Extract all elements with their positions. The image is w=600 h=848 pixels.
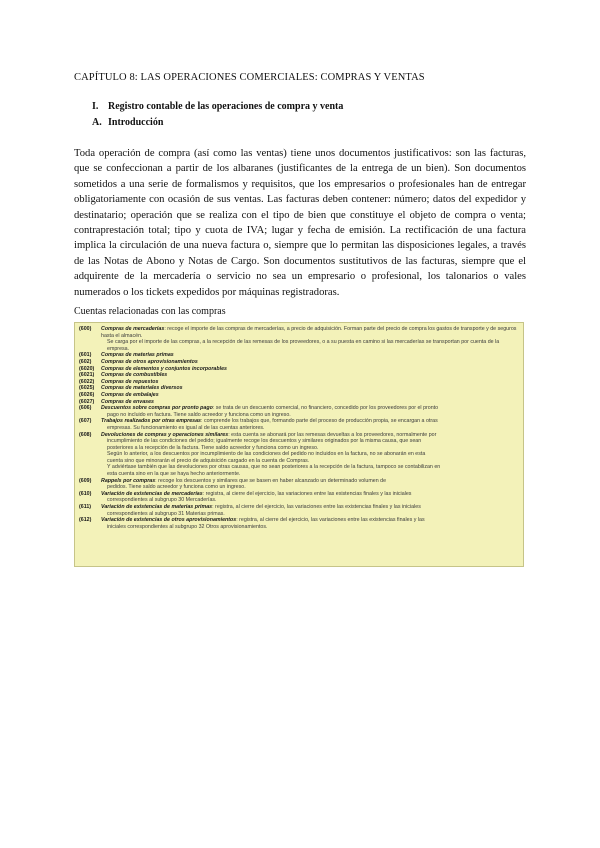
account-row [79, 418, 519, 431]
account-name: Compras de materiales diversos [101, 385, 183, 392]
account-row [79, 405, 519, 418]
section-heading-2 [92, 117, 163, 128]
account-name: Variación de existencias de materias primas [101, 504, 213, 511]
section-number: A. [92, 117, 102, 128]
account-line [101, 359, 519, 366]
account-name: Compras de materias primas [101, 352, 174, 359]
account-line [101, 326, 519, 339]
account-description: : recoge los descuentos y similares que se basen en haber alcanzado un determinado volumen de [155, 477, 387, 484]
account-row [79, 392, 519, 399]
account-name: Compras de envases [101, 398, 154, 405]
account-description-continued: cuenta sino que minorarán el precio de adquisición cargado en la cuenta de Compras. [107, 457, 310, 464]
account-body [101, 504, 519, 517]
account-body [101, 359, 519, 366]
account-code: (6022) [79, 378, 95, 385]
account-description-continued: correspondientes al subgrupo 30 Mercaderías. [107, 497, 217, 504]
accounts-heading: Cuentas relacionadas con las compras [74, 306, 226, 317]
account-code: (612) [79, 517, 92, 524]
account-line [101, 366, 519, 373]
account-code: (610) [79, 490, 92, 497]
account-body [101, 372, 519, 379]
account-line [101, 478, 519, 485]
account-code: (6020) [79, 365, 95, 372]
account-description-continued: Se carga por el importe de las compras, a la recepción de las remesas de los proveedores, o a su puesta en camino si las mercaderías se transportan por cuenta de la empresa. [107, 339, 500, 352]
section-label: Registro contable de las operaciones de compra y venta [108, 101, 344, 112]
account-row [79, 359, 519, 366]
account-name: Trabajos realizados por otras empresas [101, 418, 201, 425]
account-name: Compras de combustibles [101, 372, 168, 379]
account-row [79, 432, 519, 478]
intro-paragraph: Toda operación de compra (así como las ventas) tiene unos documentos justificativos: son las facturas, que se confeccionan a partir de los albaranes (justificantes de la entrega de un bien). Son documentos sometidos a una serie de formalismos y requisitos, que los empresarios o profesionales han de entregar obligatoriamente con ocasión de sus ventas. Las facturas deben contener: número; datos del expedidor y destinatario; operación que se realiza con el tipo de bien que constituye el objeto de compra o venta; contraprestación total; tipo y cuota de IVA; lugar y fecha de emisión. La rectificación de una factura implica la circulación de una nueva factura o, siempre que lo permitan las disposiciones legales, a través de las Notas de Abono y Notas de Cargo. Son documentos sustitutivos de las facturas, siempre que el adquirente de la mercadería o servicio no sea un empresario o profesional, los talonarios o vales numerados o los tickets expedidos por máquinas registradoras. [74, 148, 526, 298]
account-row [79, 352, 519, 359]
account-code: (608) [79, 431, 92, 438]
account-description: : registra, al cierre del ejercicio, las variaciones entre las existencias finales y las iniciales [202, 490, 412, 497]
account-body [101, 478, 519, 491]
account-code: (6025) [79, 385, 95, 392]
account-line [101, 517, 519, 524]
account-row [79, 504, 519, 517]
account-description-continued: iniciales correspondientes al subgrupo 32 Otros aprovisionamientos. [107, 523, 268, 530]
chapter-title: CAPÍTULO 8: LAS OPERACIONES COMERCIALES: COMPRAS Y VENTAS [74, 72, 425, 83]
account-name: Devoluciones de compras y operaciones similares [101, 431, 229, 438]
account-code: (611) [79, 504, 92, 511]
account-description: : recoge el importe de las compras de mercaderías, a precio de adquisición. Forman parte del precio de compra los gastos de transporte y de seguros hasta el almacén. [101, 326, 517, 339]
account-name: Variación de existencias de otros aprovisionamientos [101, 517, 237, 524]
account-body [101, 366, 519, 373]
account-name: Rappels por compras [101, 477, 156, 484]
account-row [79, 379, 519, 386]
account-row [79, 366, 519, 373]
account-row [79, 517, 519, 530]
account-row [79, 372, 519, 379]
account-body [101, 379, 519, 386]
account-description-continued: Según lo anterior, a los descuentos por incumplimiento de las condiciones del pedido no incluidos en la factura, no se abonarán en esta [107, 451, 426, 458]
account-line [101, 392, 519, 399]
account-body [101, 491, 519, 504]
account-row [79, 326, 519, 352]
account-body [101, 432, 519, 478]
account-name: Compras de elementos y conjuntos incorporables [101, 365, 227, 372]
account-line [101, 372, 519, 379]
section-label: Introducción [108, 117, 164, 128]
account-code: (600) [79, 326, 92, 332]
account-line [101, 432, 519, 439]
account-description-continued: correspondientes al subgrupo 31 Materias primas. [107, 510, 225, 517]
account-name: Compras de mercaderías [101, 326, 165, 332]
account-body [101, 399, 519, 406]
account-code: (6027) [79, 398, 95, 405]
account-description: : se trata de un descuento comercial, no financiero, concedido por los proveedores por el pronto [212, 405, 439, 412]
account-body [101, 405, 519, 418]
account-line [101, 418, 519, 425]
account-description-continued: pago no incluido en factura. Tiene saldo acreedor y funciona como un ingreso. [107, 411, 291, 418]
account-code: (6021) [79, 372, 95, 379]
account-line [101, 491, 519, 498]
account-code: (601) [79, 352, 92, 359]
account-description-continued: empresas. Su funcionamiento es igual al de las cuentas anteriores. [107, 424, 265, 431]
account-line [101, 399, 519, 406]
account-description-continued: esta cuenta sino en la que se haya hecho anteriormente. [107, 471, 241, 478]
account-code: (607) [79, 418, 92, 425]
account-name: Compras de embalajes [101, 391, 159, 398]
account-name: Compras de otros aprovisionamientos [101, 358, 198, 365]
account-row [79, 399, 519, 406]
account-row [79, 491, 519, 504]
account-description-continued: incumplimiento de las condiciones del pedido; igualmente recoge los descuentos y similares originados por la misma causa, que sean [107, 438, 422, 445]
account-line [101, 504, 519, 511]
account-description-continued: Y adviértase también que las devoluciones por otras causas, que no sean posteriores a la recepción de la factura, tampoco se contabilizan en [107, 464, 441, 471]
account-description: : registra, al cierre del ejercicio, las variaciones entre las existencias finales y las [236, 517, 425, 524]
account-description: : esta cuenta se abonará por las remesas devueltas a los proveedores, normalmente por [228, 431, 437, 438]
account-name: Descuentos sobre compras por pronto pago [101, 405, 213, 412]
account-description-continued: pedidos. Tiene saldo acreedor y funciona como un ingreso. [107, 484, 246, 491]
account-body [101, 385, 519, 392]
account-code: (609) [79, 477, 92, 484]
account-body [101, 326, 519, 352]
account-body [101, 517, 519, 530]
account-description: : registra, al cierre del ejercicio, las variaciones entre las existencias finales y las iniciales [212, 504, 421, 511]
account-description-continued: posteriores a la recepción de la factura. Tiene saldo acreedor y funciona como un ingreso. [107, 444, 319, 451]
account-line [101, 385, 519, 392]
section-number: I. [92, 101, 99, 112]
account-code: (606) [79, 405, 92, 412]
account-body [101, 392, 519, 399]
accounts-table [74, 322, 524, 567]
account-row [79, 478, 519, 491]
account-line [101, 379, 519, 386]
account-line [101, 405, 519, 412]
account-code: (6026) [79, 391, 95, 398]
account-row [79, 385, 519, 392]
account-description: : comprende los trabajos que, formando parte del proceso de producción propia, se encargan a otras [201, 418, 438, 425]
account-name: Variación de existencias de mercaderías [101, 490, 203, 497]
account-body [101, 352, 519, 359]
section-heading-1 [92, 101, 343, 112]
account-body [101, 418, 519, 431]
account-line [101, 352, 519, 359]
account-name: Compras de repuestos [101, 378, 159, 385]
account-code: (602) [79, 358, 92, 365]
